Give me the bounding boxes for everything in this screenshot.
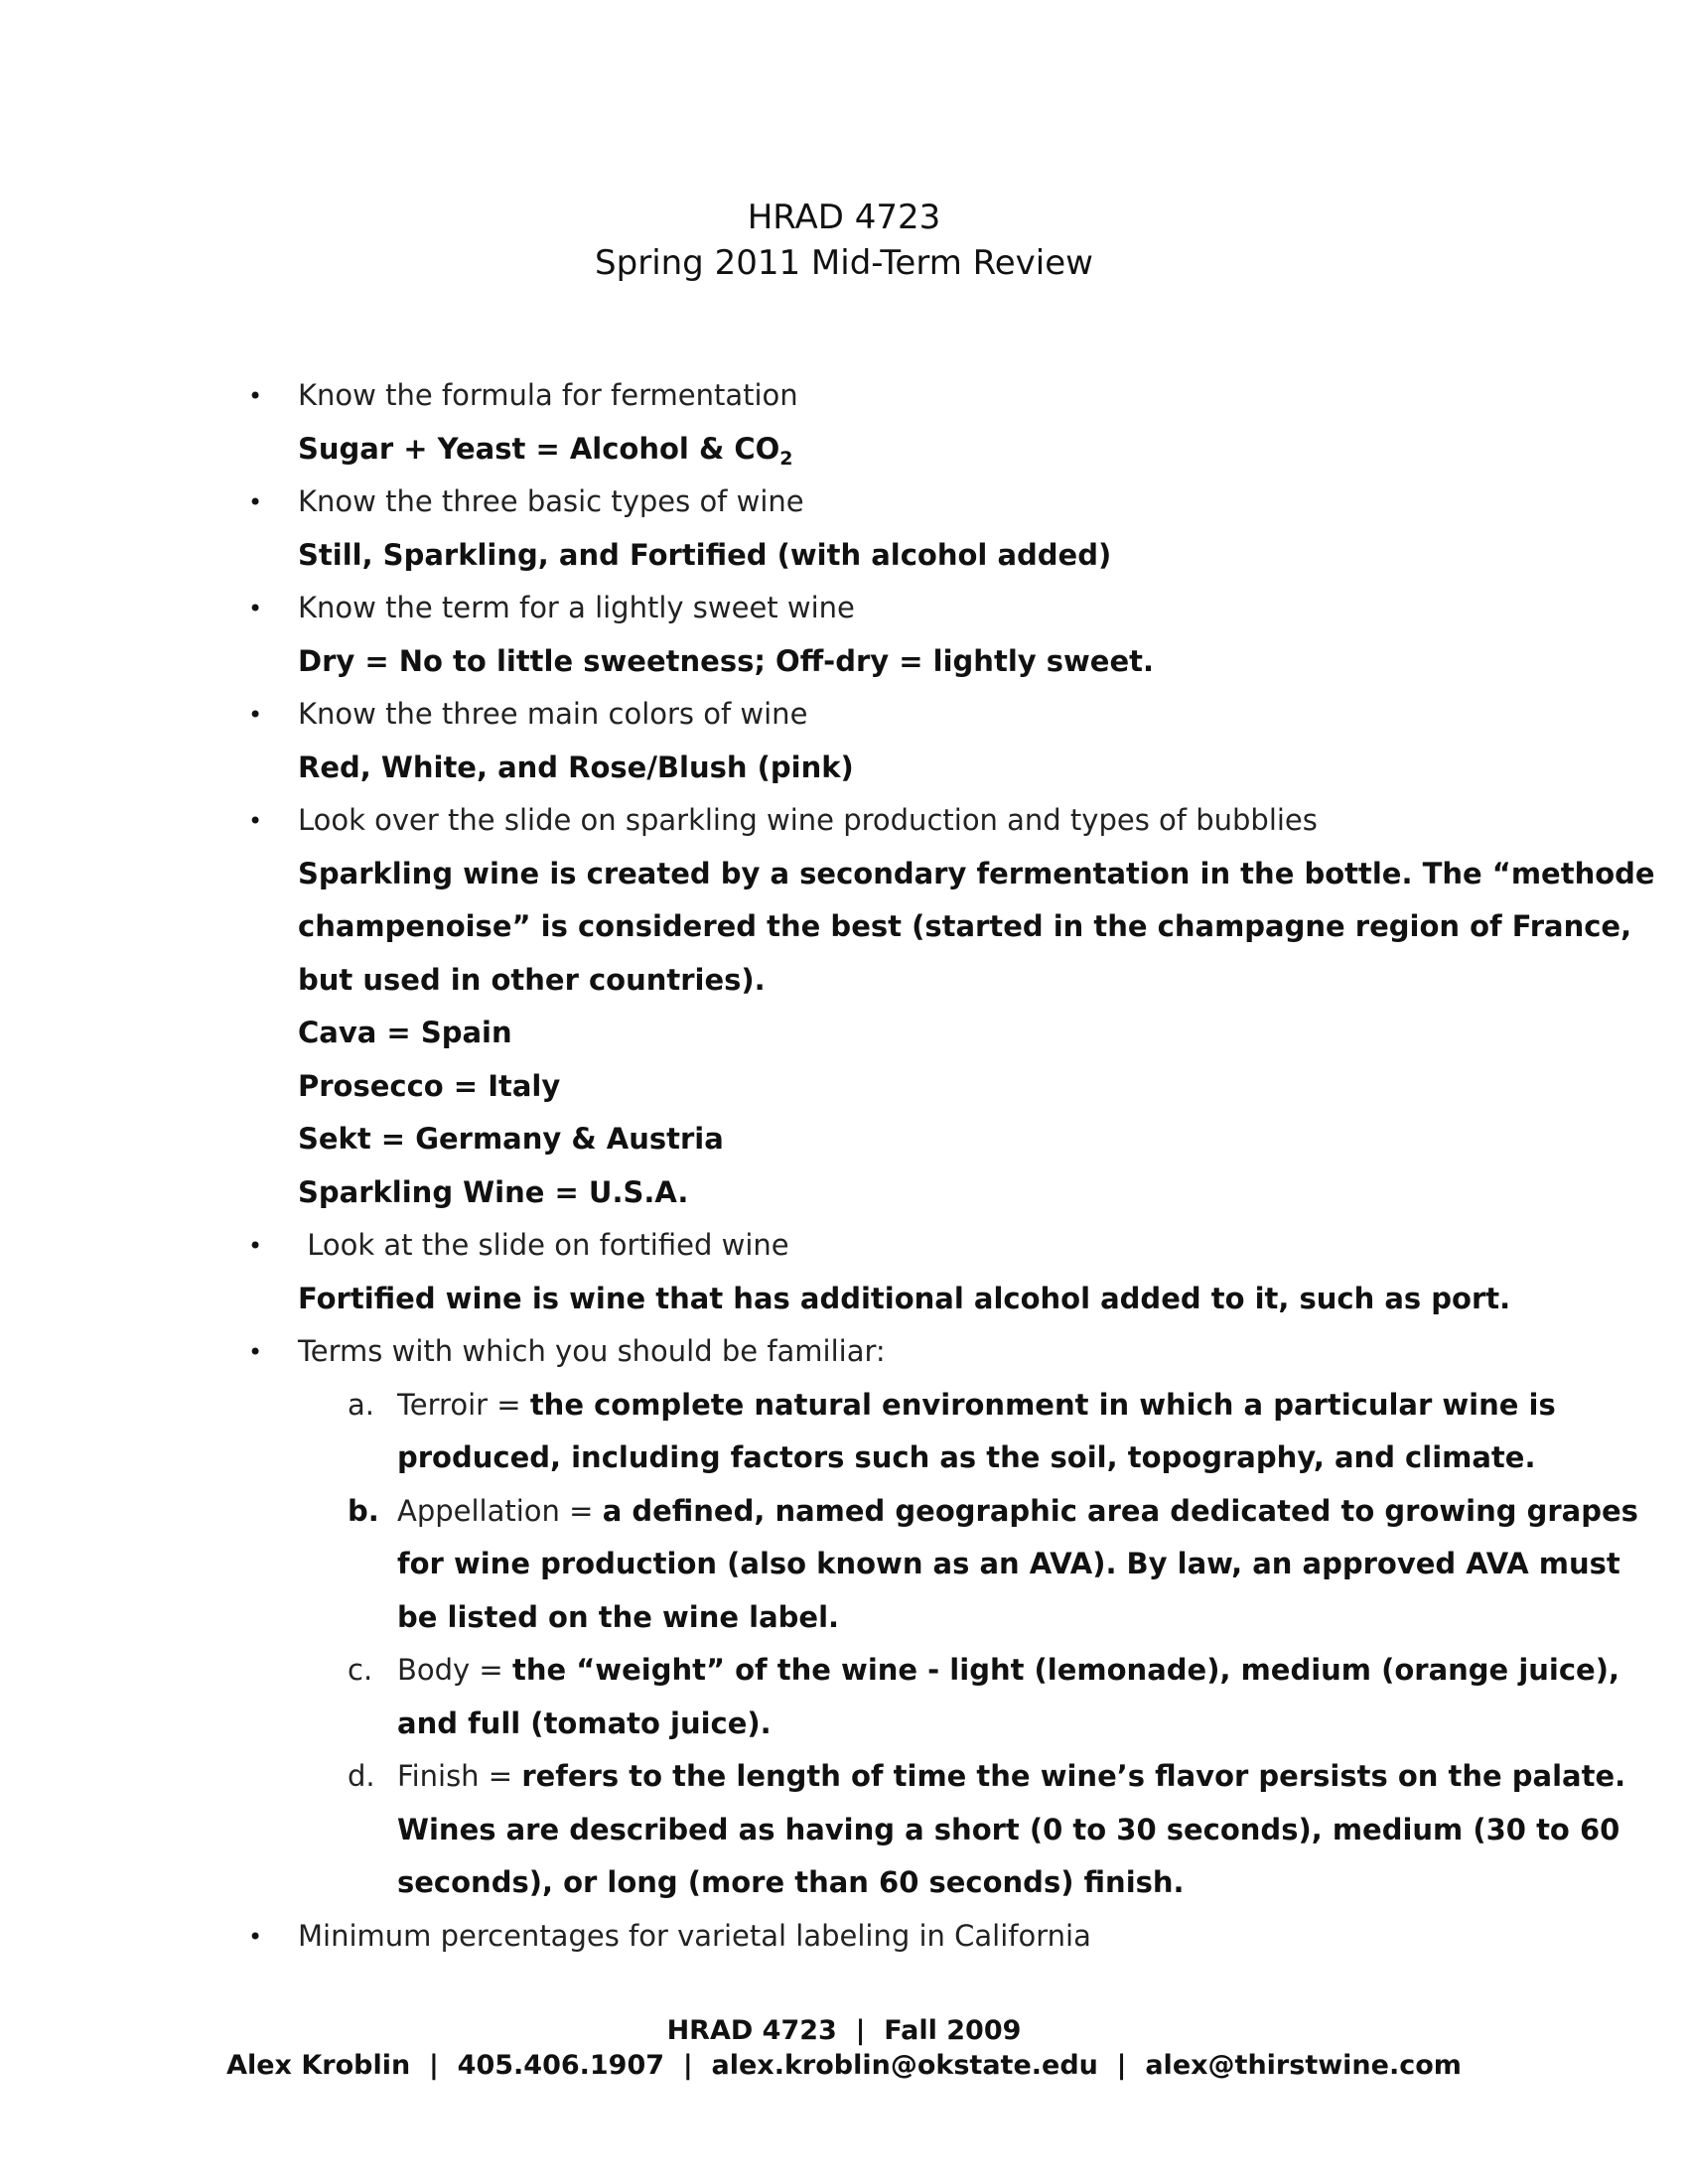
- footer-course-line: HRAD 4723 | Fall 2009: [666, 2015, 1022, 2046]
- term-separator: =: [470, 1653, 512, 1687]
- bullet-icon: •: [248, 807, 263, 835]
- document-header: [0, 195, 1688, 286]
- bullet-icon: •: [248, 595, 263, 622]
- bullet-icon: •: [248, 488, 263, 516]
- term-definition: the complete natural environment in which a particular wine is: [529, 1387, 1556, 1422]
- item-prompt: Know the term for a lightly sweet wine: [298, 591, 855, 624]
- item-prompt: Minimum percentages for varietal labeling in California: [298, 1918, 1091, 1953]
- item-answer: Dry = No to little sweetness; Off-dry = lightly sweet.: [298, 643, 1155, 678]
- review-item: [248, 688, 1519, 794]
- footer-contact-line: Alex Kroblin | 405.406.1907 | alex.kroblin@okstate.edu | alex@thirstwine.com: [226, 2050, 1462, 2081]
- term-definition-line: seconds), or long (more than 60 seconds) finish.: [397, 1865, 1185, 1899]
- item-answer-line: Sparkling Wine = U.S.A.: [298, 1174, 689, 1209]
- item-answer-line: but used in other countries).: [298, 962, 766, 997]
- item-prompt: Know the formula for fermentation: [298, 378, 798, 412]
- term-line: [397, 1379, 1556, 1433]
- term-item: [298, 1750, 1626, 1910]
- term-name: Finish: [397, 1759, 480, 1793]
- document-footer: [0, 2013, 1688, 2083]
- item-answer: [298, 423, 1519, 477]
- term-definition-line: be listed on the wine label.: [397, 1599, 840, 1634]
- bullet-icon: •: [248, 1922, 263, 1951]
- term-letter: a.: [348, 1387, 374, 1422]
- course-code: HRAD 4723: [747, 198, 941, 237]
- term-name: Body: [397, 1653, 471, 1687]
- item-answer-line: Sparkling wine is created by a secondary fermentation in the bottle. The “methode: [298, 856, 1655, 890]
- item-prompt: Know the three main colors of wine: [298, 697, 808, 731]
- term-definition-line: Wines are described as having a short (0 to 30 seconds), medium (30 to 60: [397, 1812, 1620, 1846]
- item-answer-line: Sekt = Germany & Austria: [298, 1122, 724, 1156]
- review-item: [248, 794, 1655, 1219]
- term-definition: the “weight” of the wine - light (lemonade), medium (orange juice),: [511, 1653, 1619, 1687]
- item-answer-line: Prosecco = Italy: [298, 1068, 561, 1103]
- term-separator: =: [479, 1759, 522, 1793]
- bullet-icon: •: [248, 1232, 263, 1260]
- answer-text: Sugar + Yeast = Alcohol & CO: [298, 431, 780, 466]
- review-item: [248, 1910, 1519, 1964]
- bullet-icon: •: [248, 1338, 263, 1366]
- term-separator: =: [559, 1493, 603, 1528]
- term-name: Appellation: [397, 1493, 560, 1528]
- document-title: Spring 2011 Mid-Term Review: [595, 243, 1093, 283]
- term-definition: a defined, named geographic area dedicated to growing grapes: [602, 1493, 1638, 1528]
- item-answer-line: Cava = Spain: [298, 1016, 512, 1049]
- item-prompt: Look over the slide on sparkling wine production and types of bubblies: [298, 803, 1318, 837]
- item-prompt: Terms with which you should be familiar:: [298, 1334, 886, 1368]
- review-item: [248, 369, 1519, 476]
- item-answer-line: champenoise” is considered the best (started in the champagne region of France,: [298, 909, 1632, 943]
- review-item: [248, 1219, 1519, 1325]
- term-letter: d.: [348, 1759, 375, 1793]
- term-letter: b.: [348, 1493, 379, 1528]
- term-separator: =: [488, 1387, 530, 1422]
- review-item: [248, 476, 1519, 582]
- term-item: [298, 1644, 1619, 1750]
- item-prompt: Look at the slide on fortified wine: [298, 1228, 789, 1262]
- subscript: 2: [779, 447, 793, 470]
- item-prompt: Know the three basic types of wine: [298, 484, 804, 518]
- item-answer: Fortified wine is wine that has additional alcohol added to it, such as port.: [298, 1281, 1511, 1315]
- review-item: [248, 582, 1519, 688]
- term-definition-line: produced, including factors such as the soil, topography, and climate.: [397, 1440, 1536, 1474]
- term-item: [298, 1379, 1556, 1485]
- item-answer: Still, Sparkling, and Fortified (with alcohol added): [298, 537, 1112, 572]
- term-definition-line: for wine production (also known as an AVA). By law, an approved AVA must: [397, 1547, 1620, 1580]
- review-item: [248, 1325, 1638, 1910]
- term-item: [298, 1485, 1638, 1645]
- term-definition-line: and full (tomato juice).: [397, 1706, 772, 1740]
- bullet-icon: •: [248, 382, 263, 410]
- term-letter: c.: [348, 1653, 373, 1687]
- term-line: [397, 1750, 1626, 1804]
- term-definition: refers to the length of time the wine’s flavor persists on the palate.: [521, 1759, 1626, 1793]
- term-line: [397, 1644, 1619, 1698]
- term-name: Terroir: [397, 1387, 489, 1422]
- term-line: [397, 1485, 1638, 1539]
- review-list: [248, 369, 1655, 1963]
- item-answer: Red, White, and Rose/Blush (pink): [298, 750, 854, 784]
- bullet-icon: •: [248, 701, 263, 729]
